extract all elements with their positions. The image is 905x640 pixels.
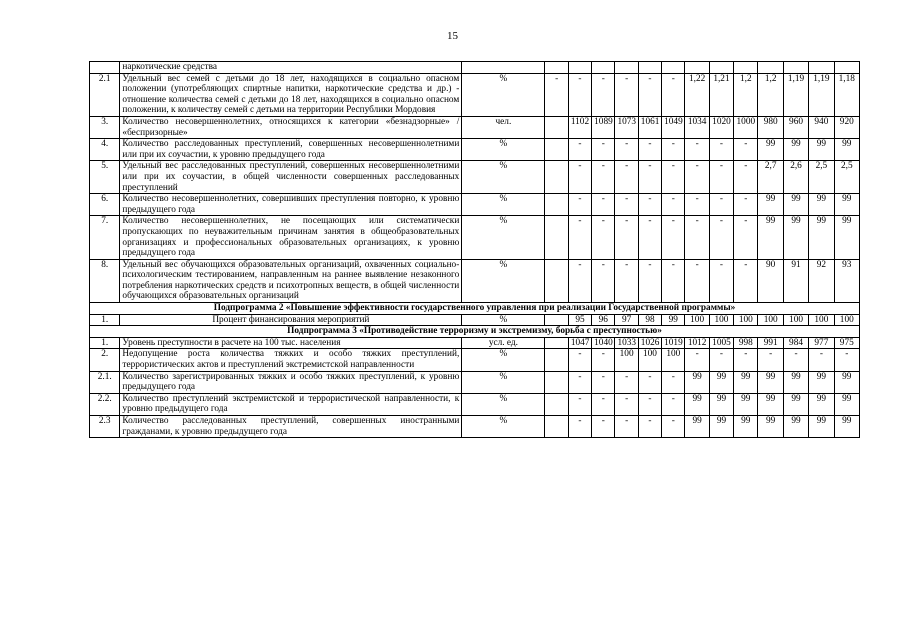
indicator-text: наркотические средства [120, 62, 462, 74]
value-cell [592, 62, 615, 74]
value-cell: - [568, 371, 591, 393]
table-row [90, 161, 860, 194]
value-cell: 99 [758, 371, 783, 393]
row-number: 1. [90, 314, 120, 326]
value-cell: 99 [834, 139, 859, 161]
value-cell: - [734, 216, 758, 259]
value-cell: - [568, 349, 591, 371]
table-body-section-2 [90, 314, 860, 326]
value-cell: - [662, 139, 685, 161]
value-cell: - [638, 194, 661, 216]
value-cell: - [758, 349, 783, 371]
value-cell: 1033 [615, 337, 638, 349]
value-cell: - [685, 259, 709, 302]
row-number: 5. [90, 161, 120, 194]
value-cell: - [834, 349, 859, 371]
value-cell: 99 [662, 314, 685, 326]
value-cell: - [709, 259, 733, 302]
indicator-text: Количество расследованных преступлений, совершенных несовершеннолетними или при их соучастии, к уровню предыдущего года [120, 139, 462, 161]
value-cell: 100 [809, 314, 834, 326]
value-cell: - [662, 161, 685, 194]
value-cell: 977 [809, 337, 834, 349]
table-row [90, 416, 860, 438]
value-cell: 2,7 [758, 161, 783, 194]
value-cell: 1,18 [834, 73, 859, 116]
value-cell: - [592, 194, 615, 216]
value-cell [709, 62, 733, 74]
value-cell: 99 [758, 139, 783, 161]
value-cell: - [615, 73, 638, 116]
value-cell: - [592, 216, 615, 259]
value-cell: 95 [568, 314, 591, 326]
indicator-text: Количество зарегистрированных тяжких и особо тяжких преступлений, к уровню предыдущего года [120, 371, 462, 393]
unit-cell: % [462, 194, 545, 216]
table-row [90, 349, 860, 371]
value-cell [783, 62, 808, 74]
value-cell [685, 62, 709, 74]
value-cell: 1034 [685, 116, 709, 138]
value-cell: - [568, 161, 591, 194]
value-cell: - [615, 216, 638, 259]
unit-cell: % [462, 393, 545, 415]
value-cell: 99 [809, 393, 834, 415]
value-cell: 100 [758, 314, 783, 326]
value-cell: - [638, 371, 661, 393]
indicator-text: Количество несовершеннолетних, относящихся к категории «безнадзорные» / «беспризорные» [120, 116, 462, 138]
value-cell: 1,21 [709, 73, 733, 116]
value-cell: - [592, 349, 615, 371]
value-cell: - [734, 161, 758, 194]
table-row [90, 259, 860, 302]
value-cell: 1061 [638, 116, 661, 138]
value-cell: - [615, 139, 638, 161]
row-number: 7. [90, 216, 120, 259]
value-cell: 99 [783, 139, 808, 161]
value-cell [734, 62, 758, 74]
value-cell: - [568, 73, 591, 116]
value-cell: - [662, 393, 685, 415]
value-cell: 100 [783, 314, 808, 326]
section-title: Подпрограмма 2 «Повышение эффективности государственного управления при реализации Государственной программы» [90, 303, 860, 315]
value-cell: - [662, 194, 685, 216]
value-cell: - [592, 393, 615, 415]
value-cell: - [615, 259, 638, 302]
value-cell: - [592, 73, 615, 116]
row-number: 1. [90, 337, 120, 349]
value-cell: 99 [809, 194, 834, 216]
empty-cell [545, 116, 568, 138]
value-cell: 1012 [685, 337, 709, 349]
value-cell: 90 [758, 259, 783, 302]
indicator-text: Количество несовершеннолетних, совершивших преступления повторно, к уровню предыдущего года [120, 194, 462, 216]
value-cell: 92 [809, 259, 834, 302]
value-cell: - [709, 161, 733, 194]
section-header-row [90, 326, 860, 338]
value-cell: - [783, 349, 808, 371]
value-cell: - [568, 194, 591, 216]
unit-cell: усл. ед. [462, 337, 545, 349]
value-cell: 2,5 [809, 161, 834, 194]
value-cell: 984 [783, 337, 808, 349]
value-cell: - [638, 139, 661, 161]
value-cell: - [592, 416, 615, 438]
value-cell: 1047 [568, 337, 591, 349]
value-cell: - [568, 139, 591, 161]
value-cell: - [592, 139, 615, 161]
value-cell: 99 [783, 194, 808, 216]
value-cell: 1,19 [809, 73, 834, 116]
value-cell: 1019 [662, 337, 685, 349]
empty-cell [545, 393, 568, 415]
table-row [90, 393, 860, 415]
value-cell: 99 [783, 371, 808, 393]
indicator-text: Процент финансирования мероприятий [120, 314, 462, 326]
value-cell: 980 [758, 116, 783, 138]
unit-cell [462, 62, 545, 74]
value-cell: 99 [709, 416, 733, 438]
value-cell: 1,2 [758, 73, 783, 116]
value-cell: - [662, 416, 685, 438]
value-cell: 100 [615, 349, 638, 371]
value-cell: - [709, 139, 733, 161]
empty-cell [545, 371, 568, 393]
row-number: 8. [90, 259, 120, 302]
value-cell: 991 [758, 337, 783, 349]
row-number [90, 62, 120, 74]
value-cell: 975 [834, 337, 859, 349]
empty-cell [545, 259, 568, 302]
section-header-row [90, 303, 860, 315]
value-cell: 1040 [592, 337, 615, 349]
value-cell: - [685, 161, 709, 194]
indicator-text: Удельный вес расследованных преступлений, совершенных несовершеннолетними или при их соучастии, в общей численности совершенных расследованных преступлений [120, 161, 462, 194]
indicator-text: Количество несовершеннолетних, не посещающих или систематически пропускающих по неуважительным причинам занятия в общеобразовательных организациях и профессиональных образовательных организациях, к уровню предыдущего года [120, 216, 462, 259]
table-row [90, 62, 860, 74]
value-cell: 99 [783, 393, 808, 415]
value-cell: 99 [734, 371, 758, 393]
value-cell: 1073 [615, 116, 638, 138]
value-cell: 1,22 [685, 73, 709, 116]
indicator-text: Удельный вес семей с детьми до 18 лет, находящихся в социально опасном положении (употребляющих спиртные напитки, наркотические средства и др.) - отношение количества семей с детьми до 18 лет, находящихся в социально опасном положении, к количеству семей с детьми на территории Республики Мордовия [120, 73, 462, 116]
value-cell: 99 [758, 194, 783, 216]
row-number: 2.1. [90, 371, 120, 393]
table-body-section-3 [90, 337, 860, 437]
value-cell: - [638, 216, 661, 259]
row-number: 2. [90, 349, 120, 371]
value-cell: - [809, 349, 834, 371]
value-cell: - [638, 393, 661, 415]
value-cell: - [568, 259, 591, 302]
value-cell [568, 62, 591, 74]
value-cell: 99 [709, 393, 733, 415]
empty-cell [545, 62, 568, 74]
value-cell: 99 [834, 194, 859, 216]
value-cell: 99 [734, 393, 758, 415]
value-cell [809, 62, 834, 74]
value-cell: 99 [783, 216, 808, 259]
indicator-text: Уровень преступности в расчете на 100 тыс. населения [120, 337, 462, 349]
row-number: 4. [90, 139, 120, 161]
unit-cell: % [462, 314, 545, 326]
value-cell: 99 [834, 393, 859, 415]
value-cell: 100 [685, 314, 709, 326]
empty-cell [545, 416, 568, 438]
value-cell: 2,6 [783, 161, 808, 194]
value-cell: 1089 [592, 116, 615, 138]
unit-cell: % [462, 371, 545, 393]
value-cell: 99 [834, 216, 859, 259]
value-cell: 960 [783, 116, 808, 138]
value-cell: - [638, 73, 661, 116]
value-cell: 91 [783, 259, 808, 302]
value-cell: 99 [734, 416, 758, 438]
unit-cell: % [462, 73, 545, 116]
value-cell: 920 [834, 116, 859, 138]
value-cell: - [615, 393, 638, 415]
table-row [90, 139, 860, 161]
unit-cell: чел. [462, 116, 545, 138]
value-cell: 99 [809, 216, 834, 259]
value-cell: 99 [685, 416, 709, 438]
table-row [90, 371, 860, 393]
table-row [90, 216, 860, 259]
value-cell: - [734, 139, 758, 161]
indicator-text: Количество преступлений экстремистской и террористической направленности, к уровню предыдущего года [120, 393, 462, 415]
value-cell: - [709, 216, 733, 259]
unit-cell: % [462, 161, 545, 194]
value-cell: 100 [734, 314, 758, 326]
empty-cell [545, 139, 568, 161]
value-cell: 1000 [734, 116, 758, 138]
value-cell: - [545, 73, 568, 116]
value-cell: - [662, 216, 685, 259]
value-cell: 99 [783, 416, 808, 438]
value-cell: 99 [809, 371, 834, 393]
value-cell: 998 [734, 337, 758, 349]
value-cell: 1,19 [783, 73, 808, 116]
value-cell: 99 [834, 371, 859, 393]
value-cell: 99 [809, 139, 834, 161]
value-cell: - [592, 371, 615, 393]
unit-cell: % [462, 349, 545, 371]
unit-cell: % [462, 216, 545, 259]
value-cell: - [638, 416, 661, 438]
row-number: 2.2. [90, 393, 120, 415]
value-cell [662, 62, 685, 74]
value-cell: - [662, 73, 685, 116]
value-cell: 100 [709, 314, 733, 326]
empty-cell [545, 216, 568, 259]
empty-cell [545, 337, 568, 349]
value-cell: 99 [758, 393, 783, 415]
row-number: 6. [90, 194, 120, 216]
page-number: 15 [447, 30, 458, 42]
value-cell: 2,5 [834, 161, 859, 194]
value-cell: - [638, 161, 661, 194]
value-cell: 100 [834, 314, 859, 326]
value-cell: - [615, 194, 638, 216]
empty-cell [545, 194, 568, 216]
value-cell: - [685, 139, 709, 161]
value-cell [638, 62, 661, 74]
section-2 [90, 303, 860, 315]
value-cell: 1005 [709, 337, 733, 349]
value-cell: 99 [685, 393, 709, 415]
section-title: Подпрограмма 3 «Противодействие терроризму и экстремизму, борьба с преступностью» [90, 326, 860, 338]
value-cell: - [709, 194, 733, 216]
unit-cell: % [462, 139, 545, 161]
indicator-text: Количество расследованных преступлений, совершенных иностранными гражданами, к уровню предыдущего года [120, 416, 462, 438]
value-cell: - [568, 393, 591, 415]
table-row [90, 337, 860, 349]
value-cell: - [615, 416, 638, 438]
value-cell: - [662, 371, 685, 393]
indicators-table [89, 61, 860, 438]
value-cell [758, 62, 783, 74]
value-cell: 98 [638, 314, 661, 326]
value-cell: 1102 [568, 116, 591, 138]
value-cell: - [685, 216, 709, 259]
unit-cell: % [462, 259, 545, 302]
table-row [90, 73, 860, 116]
value-cell: - [592, 259, 615, 302]
value-cell: 99 [685, 371, 709, 393]
indicator-text: Удельный вес обучающихся образовательных организаций, охваченных социально-психологическим тестированием, направленным на раннее выявление незаконного потребления наркотических средств и психотропных веществ, в общей численности обучающихся образовательных организаций [120, 259, 462, 302]
value-cell: 93 [834, 259, 859, 302]
value-cell: 99 [834, 416, 859, 438]
value-cell: - [615, 371, 638, 393]
value-cell: 1020 [709, 116, 733, 138]
value-cell: - [734, 259, 758, 302]
row-number: 2.1 [90, 73, 120, 116]
value-cell: - [734, 194, 758, 216]
value-cell: - [685, 194, 709, 216]
value-cell: - [709, 349, 733, 371]
value-cell: 940 [809, 116, 834, 138]
value-cell: 99 [758, 216, 783, 259]
row-number: 3. [90, 116, 120, 138]
value-cell: - [615, 161, 638, 194]
value-cell: 100 [662, 349, 685, 371]
value-cell: - [734, 349, 758, 371]
indicator-text: Недопущение роста количества тяжких и особо тяжких преступлений, террористических актов и преступлений экстремистской направленности [120, 349, 462, 371]
empty-cell [545, 314, 568, 326]
empty-cell [545, 349, 568, 371]
value-cell: - [568, 216, 591, 259]
value-cell: 1026 [638, 337, 661, 349]
value-cell: 99 [709, 371, 733, 393]
empty-cell [545, 161, 568, 194]
value-cell: - [592, 161, 615, 194]
value-cell [834, 62, 859, 74]
value-cell: 1049 [662, 116, 685, 138]
value-cell: - [662, 259, 685, 302]
value-cell: - [685, 349, 709, 371]
value-cell: - [638, 259, 661, 302]
row-number: 2.3 [90, 416, 120, 438]
value-cell: 100 [638, 349, 661, 371]
table-body-top [90, 62, 860, 303]
table-row [90, 116, 860, 138]
value-cell: 96 [592, 314, 615, 326]
value-cell: 99 [758, 416, 783, 438]
section-3 [90, 326, 860, 338]
table-row [90, 314, 860, 326]
value-cell: 1,2 [734, 73, 758, 116]
value-cell: - [568, 416, 591, 438]
value-cell: 99 [809, 416, 834, 438]
table-row [90, 194, 860, 216]
unit-cell: % [462, 416, 545, 438]
value-cell: 97 [615, 314, 638, 326]
value-cell [615, 62, 638, 74]
